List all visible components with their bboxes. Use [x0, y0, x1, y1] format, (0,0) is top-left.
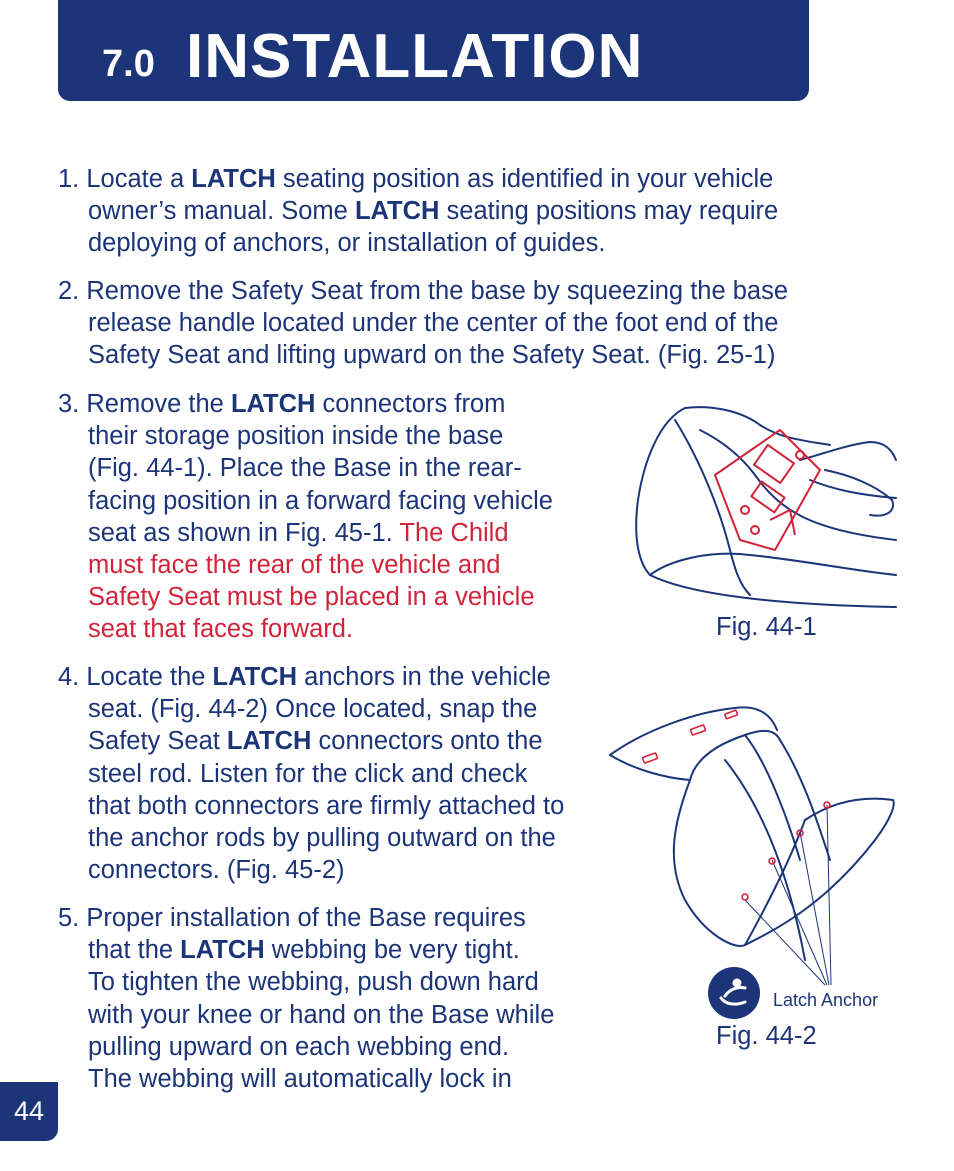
- step-line: [58, 275, 788, 307]
- step-text: To tighten the webbing, push down hard: [88, 968, 539, 997]
- step-line: [58, 854, 564, 886]
- step-number: 2.: [58, 277, 87, 305]
- fig-44-2-illustration: [605, 700, 896, 990]
- step-text: that the: [88, 936, 181, 965]
- step-line: [58, 999, 554, 1031]
- step-text: seating positions may require: [439, 197, 779, 226]
- step-number: 4.: [58, 663, 87, 691]
- step-line: [58, 549, 553, 581]
- step-text: The webbing will automatically lock in: [88, 1065, 512, 1094]
- step-line: [58, 517, 553, 549]
- step-line: [58, 195, 778, 227]
- step-text: anchors in the vehicle: [297, 663, 551, 691]
- step-line: [58, 307, 788, 339]
- step-text: connectors from: [315, 390, 506, 418]
- step-line: [58, 420, 553, 452]
- step-line: [58, 1063, 554, 1095]
- warning-text: Safety Seat must be placed in a vehicle: [88, 583, 535, 612]
- fig-44-1-illustration: [630, 400, 896, 612]
- step-number: 5.: [58, 904, 87, 932]
- page-number: 44: [0, 1082, 58, 1141]
- warning-text: seat that faces forward.: [88, 615, 354, 644]
- step-line: [58, 227, 778, 259]
- warning-text: The Child: [399, 518, 509, 547]
- step-4: [58, 661, 564, 886]
- step-text: seat as shown in Fig. 45-1.: [88, 518, 400, 547]
- step-text: connectors onto the: [311, 727, 543, 756]
- latch-anchor-label: Latch Anchor: [773, 990, 879, 1010]
- latch-term: LATCH: [226, 727, 312, 756]
- step-line: [58, 790, 564, 822]
- step-text: (Fig. 44-1). Place the Base in the rear-: [88, 454, 522, 483]
- step-line: [58, 758, 564, 790]
- step-3: [58, 388, 553, 646]
- latch-term: LATCH: [212, 663, 298, 691]
- step-line: [58, 822, 564, 854]
- step-number: 1.: [58, 165, 87, 193]
- step-text: the anchor rods by pulling outward on the: [88, 824, 556, 853]
- step-line: [58, 902, 554, 934]
- step-text: Locate the: [86, 663, 213, 691]
- step-line: [58, 934, 554, 966]
- step-line: [58, 163, 778, 195]
- step-5: [58, 902, 554, 1095]
- step-2: [58, 275, 788, 372]
- fig-44-2-caption: Fig. 44-2: [716, 1022, 817, 1050]
- step-line: [58, 339, 788, 371]
- section-title: INSTALLATION: [186, 22, 644, 91]
- step-text: seat. (Fig. 44-2) Once located, snap the: [88, 695, 538, 724]
- step-text: that both connectors are firmly attached to: [88, 791, 565, 820]
- step-text: connectors. (Fig. 45-2): [88, 856, 345, 885]
- step-text: with your knee or hand on the Base while: [88, 1000, 555, 1029]
- step-line: [58, 485, 553, 517]
- latch-term: LATCH: [191, 165, 276, 193]
- step-text: Remove the: [86, 390, 231, 418]
- step-text: Proper installation of the Base requires: [86, 904, 526, 932]
- step-line: [58, 452, 553, 484]
- step-line: [58, 725, 564, 757]
- latch-term: LATCH: [230, 390, 316, 418]
- section-header: [58, 0, 809, 101]
- step-number: 3.: [58, 390, 87, 418]
- step-line: [58, 693, 564, 725]
- latch-term: LATCH: [354, 197, 440, 226]
- step-text: steel rod. Listen for the click and check: [88, 759, 528, 788]
- step-text: pulling upward on each webbing end.: [88, 1032, 510, 1061]
- step-text: seating position as identified in your vehicle: [275, 165, 774, 193]
- step-text: Safety Seat: [88, 727, 227, 756]
- step-text: owner’s manual. Some: [88, 197, 355, 226]
- step-text: their storage position inside the base: [88, 422, 504, 451]
- warning-text: must face the rear of the vehicle and: [88, 551, 501, 580]
- latch-term: LATCH: [180, 936, 265, 965]
- step-text: Remove the Safety Seat from the base by squeezing the base: [86, 277, 789, 305]
- step-line: [58, 613, 553, 645]
- step-line: [58, 1031, 554, 1063]
- step-line: [58, 581, 553, 613]
- section-number: 7.0: [102, 43, 155, 85]
- step-text: release handle located under the center of the foot end of the: [88, 309, 779, 338]
- step-line: [58, 966, 554, 998]
- car-seat-icon: [707, 966, 761, 1020]
- step-1: [58, 163, 778, 260]
- step-text: deploying of anchors, or installation of guides.: [88, 229, 606, 258]
- step-text: facing position in a forward facing vehicle: [88, 486, 553, 515]
- step-text: Safety Seat and lifting upward on the Safety Seat. (Fig. 25-1): [88, 341, 776, 370]
- step-text: Locate a: [86, 165, 192, 193]
- fig-44-1-caption: Fig. 44-1: [716, 613, 817, 641]
- step-line: [58, 388, 553, 420]
- step-line: [58, 661, 564, 693]
- step-text: webbing be very tight.: [264, 936, 520, 965]
